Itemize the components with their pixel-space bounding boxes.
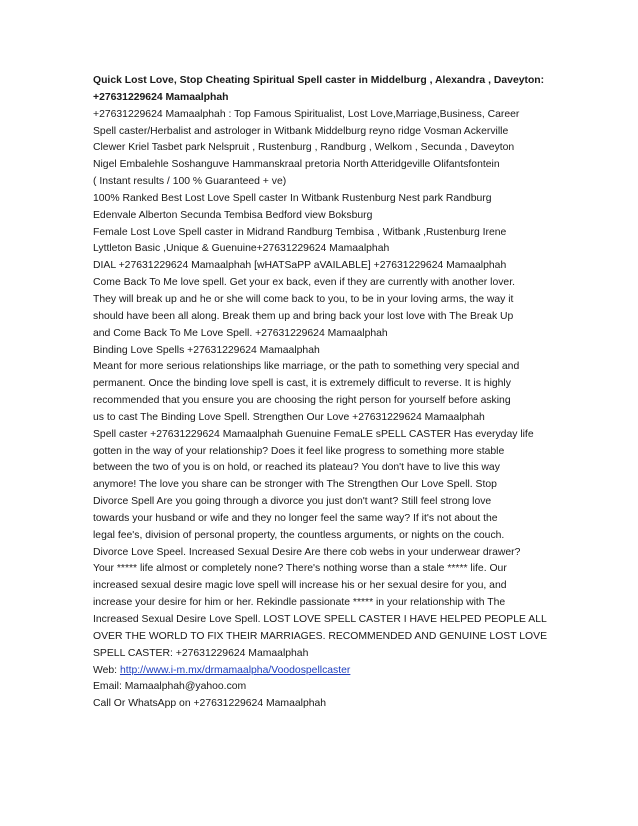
body-line: increased sexual desire magic love spell will increase his or her sexual desire for you, and	[93, 580, 507, 592]
body-line: gotten in the way of your relationship? Does it feel like progress to something more stable	[93, 445, 505, 457]
email-line: Email: Mamaalphah@yahoo.com	[93, 681, 247, 693]
body-line: Your ***** life almost or completely none? There's nothing worse than a stale ***** life. Our	[93, 563, 507, 575]
body-line: SPELL CASTER: +27631229624 Mamaalphah	[93, 647, 309, 659]
body-line: Female Lost Love Spell caster in Midrand Randburg Tembisa , Witbank ,Rustenburg Irene	[93, 226, 507, 238]
body-line: anymore! The love you share can be stronger with The Strengthen Our Love Spell. Stop	[93, 479, 497, 491]
call-line: Call Or WhatsApp on +27631229624 Mamaalphah	[93, 698, 327, 710]
body-line: OVER THE WORLD TO FIX THEIR MARRIAGES. RECOMMENDED AND GENUINE LOST LOVE	[93, 630, 547, 642]
body-line: +27631229624 Mamaalphah : Top Famous Spiritualist, Lost Love,Marriage,Business, Career	[93, 108, 520, 120]
web-line	[93, 663, 553, 680]
body-line: They will break up and he or she will come back to you, to be in your loving arms, the way it	[93, 293, 514, 305]
body-line: Edenvale Alberton Secunda Tembisa Bedford view Boksburg	[93, 209, 373, 221]
document-page	[93, 73, 553, 713]
body-line: between the two of you is on hold, or reached its plateau? You don't have to live this way	[93, 462, 500, 474]
web-label: Web:	[93, 664, 120, 676]
web-link[interactable]: http://www.i-m.mx/drmamaalpha/Voodospellcaster	[119, 664, 351, 676]
body-line: Clewer Kriel Tasbet park Nelspruit , Rustenburg , Randburg , Welkom , Secunda , Daveyton	[93, 142, 515, 154]
body-line: and Come Back To Me Love Spell. +27631229624 Mamaalphah	[93, 327, 388, 339]
body-line: 100% Ranked Best Lost Love Spell caster In Witbank Rustenburg Nest park Randburg	[93, 192, 492, 204]
body-line: Spell caster/Herbalist and astrologer in Witbank Middelburg reyno ridge Vosman Ackerville	[93, 125, 509, 137]
document-title	[93, 73, 553, 107]
document-body	[93, 107, 553, 663]
body-line: Divorce Spell Are you going through a divorce you just don't want? Still feel strong love	[93, 496, 492, 508]
title-line: Quick Lost Love, Stop Cheating Spiritual Spell caster in Middelburg , Alexandra , Daveyton:	[93, 75, 545, 86]
body-line: legal fee's, division of personal property, the countless arguments, or nights on the couch.	[93, 529, 505, 541]
body-line: Meant for more serious relationships like marriage, or the path to something very special and	[93, 361, 520, 373]
body-line: should have been all along. Break them up and bring back your lost love with The Break Up	[93, 310, 514, 322]
title-line: +27631229624 Mamaalphah	[93, 91, 229, 103]
body-line: Nigel Embalehle Soshanguve Hammanskraal pretoria North Atteridgeville Olifantsfontein	[93, 159, 500, 171]
body-line: increase your desire for him or her. Rekindle passionate ***** in your relationship with The	[93, 597, 506, 609]
body-line: Spell caster +27631229624 Mamaalphah Guenuine FemaLE sPELL CASTER Has everyday life	[93, 428, 534, 440]
body-line: us to cast The Binding Love Spell. Strengthen Our Love +27631229624 Mamaalphah	[93, 411, 485, 423]
body-line: Binding Love Spells +27631229624 Mamaalphah	[93, 344, 320, 356]
body-line: Come Back To Me love spell. Get your ex back, even if they are currently with another lover.	[93, 277, 515, 289]
body-line: Divorce Love Speel. Increased Sexual Desire Are there cob webs in your underwear drawer?	[93, 546, 521, 558]
body-line: Lyttleton Basic ,Unique & Guenuine+27631229624 Mamaalphah	[93, 243, 390, 255]
body-line: ( Instant results / 100 % Guaranteed + ve)	[93, 176, 287, 188]
body-line: towards your husband or wife and they no longer feel the same way? If it's not about the	[93, 512, 498, 524]
body-line: DIAL +27631229624 Mamaalphah [wHATSaPP aVAILABLE] +27631229624 Mamaalphah	[93, 260, 507, 272]
body-line: permanent. Once the binding love spell is cast, it is extremely difficult to reverse. It is highly	[93, 378, 511, 390]
body-line: Increased Sexual Desire Love Spell. LOST LOVE SPELL CASTER I HAVE HELPED PEOPLE ALL	[93, 614, 547, 625]
body-line: recommended that you ensure you are choosing the right person for yourself before asking	[93, 395, 511, 407]
